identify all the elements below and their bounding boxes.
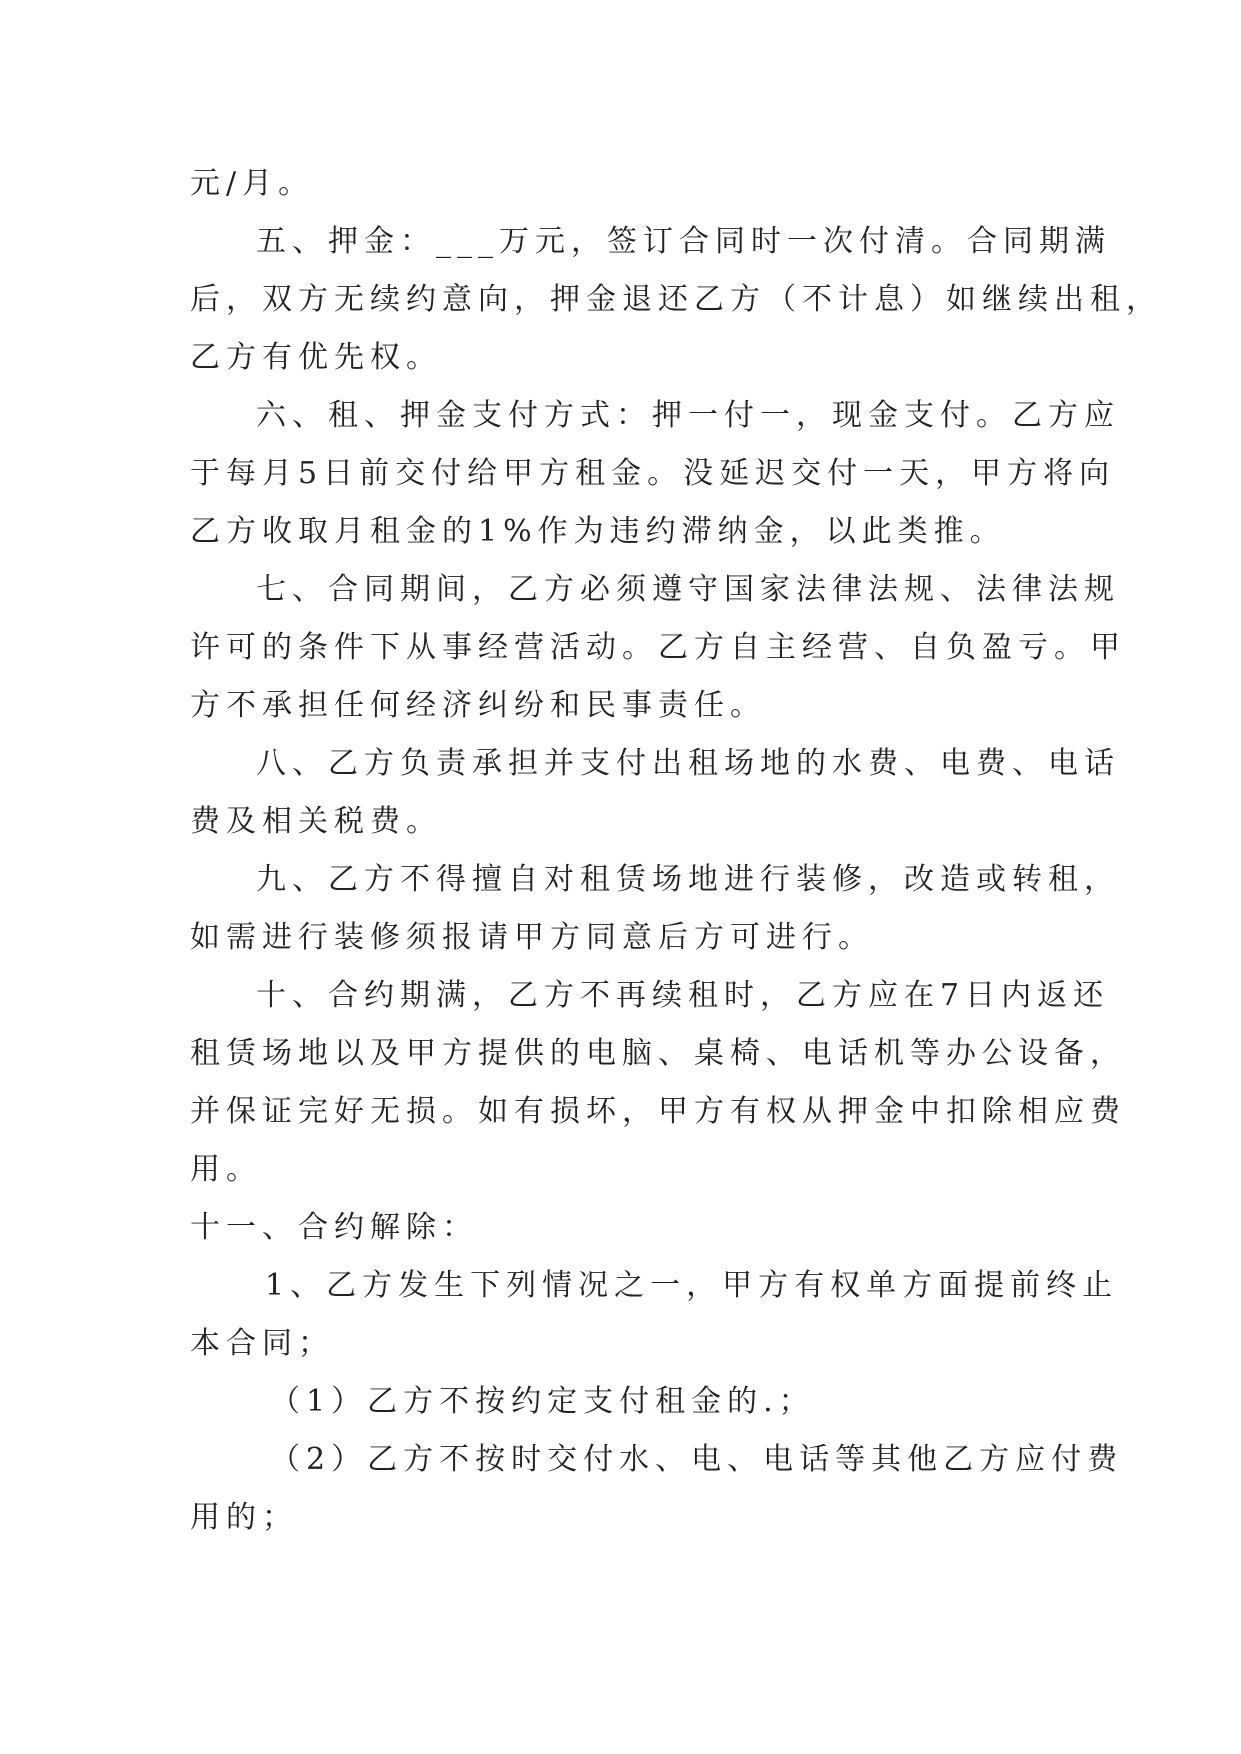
paragraph-termination-item-1: 1、乙方发生下列情况之一，甲方有权单方面提前终止 [265,1268,1119,1303]
list-item-rent-unpaid: （1）乙方不按约定支付租金的.； [270,1384,815,1419]
paragraph-expiry-start: 十、合约期满，乙方不再续租时，乙方应在7日内返还 [256,978,1110,1013]
text-line: 用的； [190,1500,298,1535]
text-line: 本合同； [190,1326,334,1361]
document-body [190,155,1162,1547]
text-line: 元/月。 [190,166,315,201]
text-line: 并保证完好无损。如有损坏，甲方有权从押金中扣除相应费 [190,1094,1126,1129]
text-line: 乙方收取月租金的1%作为违约滞纳金，以此类推。 [190,514,1006,549]
text-line: 如需进行装修须报请甲方同意后方可进行。 [190,920,874,955]
section-heading-termination: 十一、合约解除： [190,1210,478,1245]
text-line: 许可的条件下从事经营活动。乙方自主经营、自负盈亏。甲 [190,630,1126,665]
text-line: 后，双方无续约意向，押金退还乙方（不计息）如继续出租， [190,282,1162,317]
paragraph-fees-start: 八、乙方负责承担并支付出租场地的水费、电费、电话 [256,746,1120,781]
paragraph-renovation-start: 九、乙方不得擅自对租赁场地进行装修，改造或转租， [256,862,1120,897]
text-line: 租赁场地以及甲方提供的电脑、桌椅、电话机等办公设备， [190,1036,1126,1071]
text-line: 方不承担任何经济纠纷和民事责任。 [190,688,766,723]
paragraph-payment-method-start: 六、租、押金支付方式：押一付一，现金支付。乙方应 [256,398,1120,433]
text-line: 用。 [190,1152,262,1187]
text-line: 乙方有优先权。 [190,340,442,375]
paragraph-contract-period-start: 七、合同期间，乙方必须遵守国家法律法规、法律法规 [256,572,1120,607]
list-item-fees-unpaid: （2）乙方不按时交付水、电、电话等其他乙方应付费 [270,1442,1124,1477]
text-line: 费及相关税费。 [190,804,442,839]
paragraph-deposit-start: 五、押金：___万元，签订合同时一次付清。合同期满 [256,224,1111,259]
text-line: 于每月5日前交付给甲方租金。没延迟交付一天，甲方将向 [190,456,1116,491]
